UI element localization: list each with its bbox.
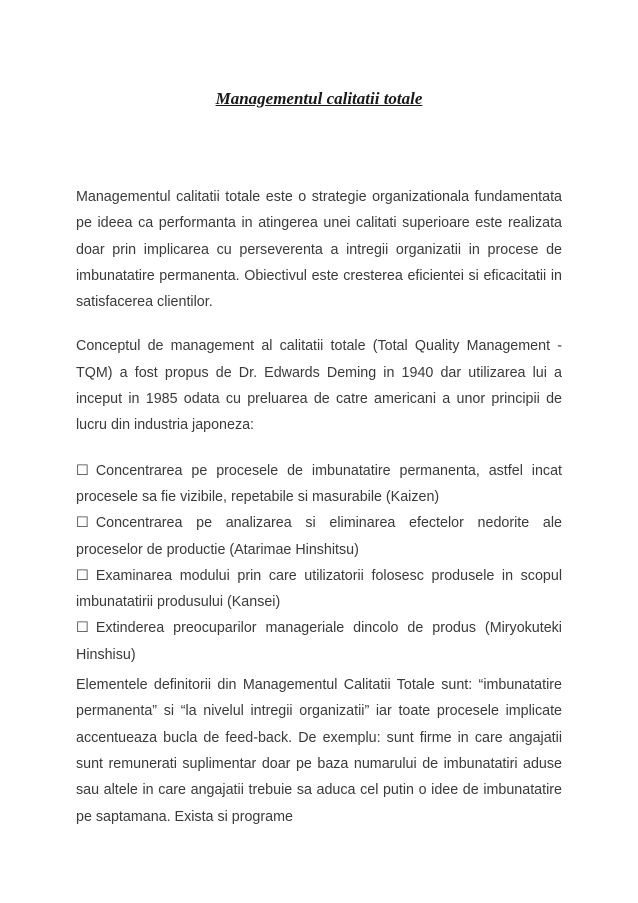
list-item <box>76 615 562 668</box>
document-title: Managementul calitatii totale <box>215 89 423 108</box>
principles-list <box>76 458 562 668</box>
list-item <box>76 458 562 511</box>
list-item <box>76 563 562 616</box>
checkbox-icon: ☐ <box>76 620 89 637</box>
checkbox-icon: ☐ <box>76 515 89 532</box>
list-item <box>76 510 562 563</box>
list-item-text: Examinarea modului prin care utilizatorii folosesc produsele in scopul imbunatatirii produsului (Kansei) <box>76 567 562 611</box>
list-item-text: Extinderea preocuparilor manageriale dincolo de produs (Miryokuteki Hinshisu) <box>76 620 562 663</box>
list-item-text: Concentrarea pe procesele de imbunatatire permanenta, astfel incat procesele sa fie vizibile, repetabile si masurabile (Kaizen) <box>76 462 562 505</box>
paragraph-definitions: Elementele definitorii din Managementul Calitatii Totale sunt: “imbunatatire permanenta” si “la nivelul intregii organizatii” iar toate procesele implicate accentueaza bucla de feed-back. De exemplu: sunt firme in care angajatii sunt remunerati suplimentar doar pe baza numarului de imbunatatiri aduse sau altele in care angajatii trebuie sa aduca cel putin o idee de imbunatatire pe saptamana. Exista si programe <box>76 677 562 825</box>
checkbox-icon: ☐ <box>76 567 89 584</box>
document-body <box>76 184 562 830</box>
paragraph-intro: Managementul calitatii totale este o strategie organizationala fundamentata pe ideea ca performanta in atingerea unei calitati superioare este realizata doar prin implicarea cu perseverenta a intregii organizatii in procese de imbunatatire permanenta. Obiectivul este cresterea eficientei si eficacitatii in satisfacerea clientilor. <box>76 189 562 311</box>
checkbox-icon: ☐ <box>76 462 89 479</box>
paragraph-tqm-concept: Conceptul de management al calitatii totale (Total Quality Management - TQM) a fost propus de Dr. Edwards Deming in 1940 dar utilizarea lui a inceput in 1985 odata cu preluarea de catre americani a unor principii de lucru din industria japoneza: <box>76 338 562 434</box>
list-item-text: Concentrarea pe analizarea si eliminarea efectelor nedorite ale proceselor de productie (Atarimae Hinshitsu) <box>76 515 562 558</box>
